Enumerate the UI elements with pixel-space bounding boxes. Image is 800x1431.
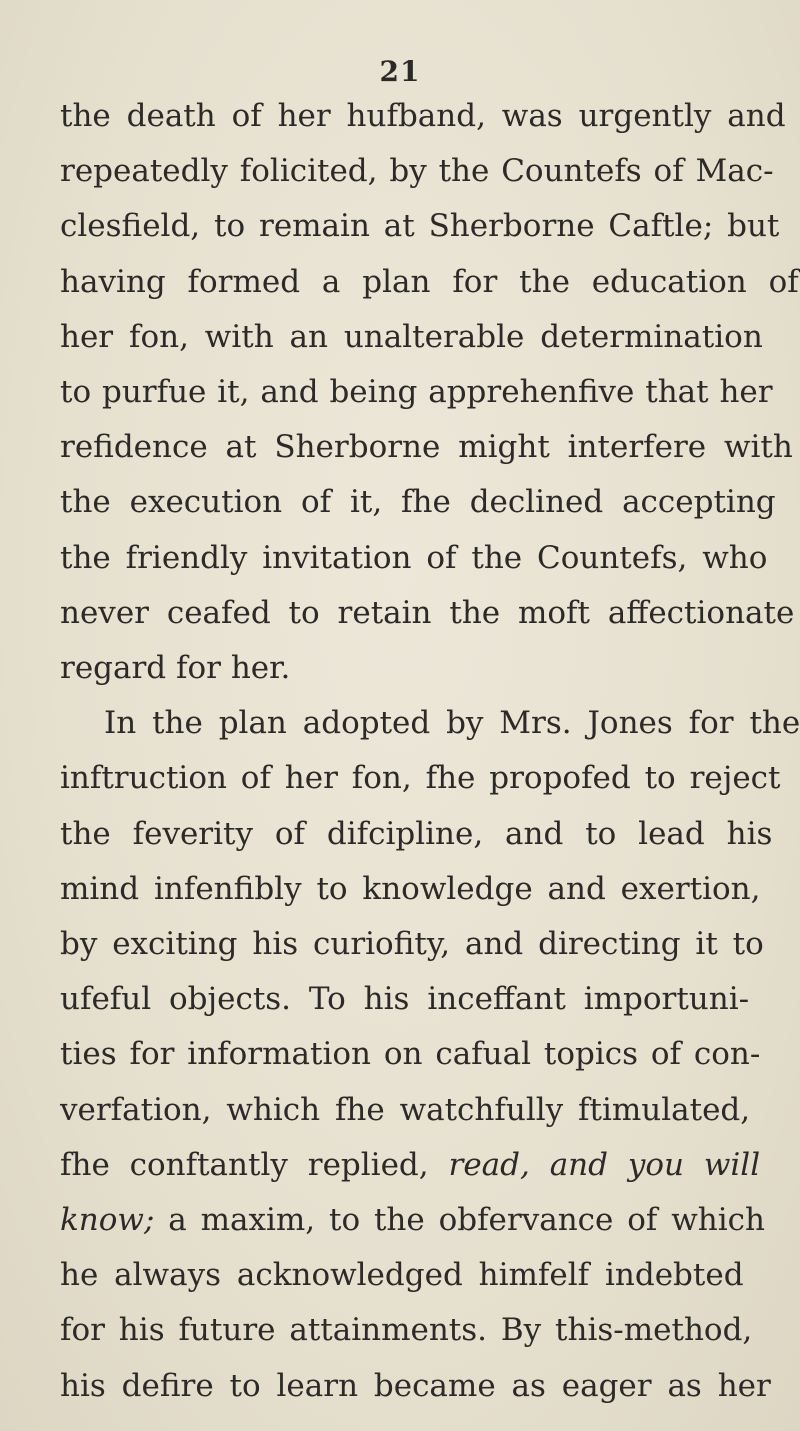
text-line bbox=[60, 593, 794, 633]
text-segment: verfation, which fhe watchfully ftimulated, bbox=[60, 1092, 751, 1128]
text-segment: by exciting his curiofity, and directing it to bbox=[60, 926, 764, 962]
text-line bbox=[60, 1255, 744, 1295]
text-line bbox=[60, 1366, 771, 1406]
text-line bbox=[60, 1034, 760, 1074]
text-segment: for his future attainments. By this-method, bbox=[60, 1312, 753, 1348]
text-line bbox=[60, 1310, 752, 1350]
text-line bbox=[60, 262, 799, 302]
text-line bbox=[60, 648, 290, 688]
text-line bbox=[60, 924, 764, 964]
page-number: 21 bbox=[379, 55, 421, 88]
text-line bbox=[60, 372, 773, 412]
text-line bbox=[60, 979, 749, 1019]
text-segment: ufeful objects. To his inceffant importuni- bbox=[60, 981, 750, 1017]
text-line bbox=[60, 1090, 750, 1130]
text-segment: refidence at Sherborne might interfere with bbox=[60, 429, 793, 465]
text-line bbox=[60, 1200, 765, 1240]
text-segment: the feverity of difcipline, and to lead his bbox=[60, 816, 773, 852]
text-segment: repeatedly folicited, by the Countefs of Mac- bbox=[60, 153, 774, 189]
text-line bbox=[104, 703, 800, 743]
text-line bbox=[60, 869, 761, 909]
text-segment: he always acknowledged himfelf indebted bbox=[60, 1257, 744, 1293]
text-segment: mind infenfibly to knowledge and exertion, bbox=[60, 871, 761, 907]
text-line bbox=[60, 96, 786, 136]
text-segment: the friendly invitation of the Countefs, who bbox=[60, 540, 768, 576]
text-line bbox=[60, 482, 776, 522]
text-segment: the death of her hufband, was urgently and bbox=[60, 98, 786, 134]
text-line bbox=[60, 151, 774, 191]
text-segment: never ceafed to retain the moft affectionate bbox=[60, 595, 795, 631]
text-segment: ties for information on cafual topics of con- bbox=[60, 1036, 761, 1072]
text-segment: clesfield, to remain at Sherborne Caftle; but bbox=[60, 208, 780, 244]
text-segment: the execution of it, fhe declined accepting bbox=[60, 484, 776, 520]
text-line bbox=[60, 814, 772, 854]
text-line bbox=[60, 538, 767, 578]
text-segment: a maxim, to the obfervance of which bbox=[168, 1202, 765, 1238]
text-line bbox=[60, 427, 793, 467]
text-line bbox=[60, 317, 763, 357]
text-line bbox=[60, 1145, 760, 1185]
italic-phrase: know; bbox=[60, 1202, 155, 1238]
text-segment: to purfue it, and being apprehenfive that her bbox=[60, 374, 773, 410]
text-segment: regard for her. bbox=[60, 650, 291, 686]
italic-phrase: read, and you will bbox=[448, 1147, 761, 1183]
text-segment: In the plan adopted by Mrs. Jones for the bbox=[104, 705, 800, 741]
text-line bbox=[60, 758, 781, 798]
text-segment: his defire to learn became as eager as her bbox=[60, 1368, 771, 1404]
text-segment: having formed a plan for the education of bbox=[60, 264, 799, 300]
text-segment: her fon, with an unalterable determination bbox=[60, 319, 763, 355]
text-line bbox=[60, 206, 779, 246]
text-segment: fhe conftantly replied, bbox=[60, 1147, 429, 1183]
text-segment: inftruction of her fon, fhe propofed to reject bbox=[60, 760, 781, 796]
